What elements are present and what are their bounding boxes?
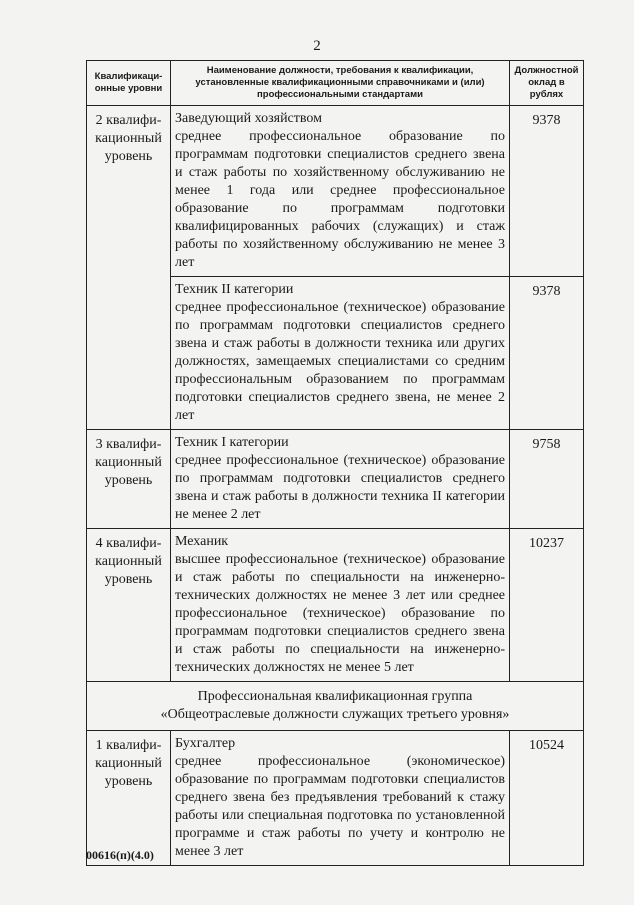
position-requirements: среднее профессиональное образование по программам подготовки специалистов среднего звена и стаж работы по хозяйственному обслуживанию не менее 1 года или среднее профессиональное образование по программам подготовки квалифицированных рабочих (служащих) и стаж работы по хозяйственному обслуживанию не менее 3 лет xyxy=(175,129,505,270)
salary-value: 10524 xyxy=(510,731,584,866)
position-cell xyxy=(171,106,510,277)
position-title: Техник I категории xyxy=(175,435,289,450)
salary-value: 9758 xyxy=(510,430,584,529)
position-requirements: среднее профессиональное (техническое) образование по программам подготовки специалистов среднего звена и стаж работы в должности техника или других должностях, замещаемых специалистами со средним профессиональным образованием по программам подготовки специалистов среднего звена, не менее 2 лет xyxy=(175,300,505,423)
position-cell xyxy=(171,430,510,529)
qualification-level: 4 квалифи-кационный уровень xyxy=(87,529,171,682)
salary-table xyxy=(86,60,584,866)
group-header-row xyxy=(87,682,584,731)
position-cell xyxy=(171,529,510,682)
position-requirements: среднее профессиональное (экономическое) образование по программам подготовки специалистов среднего звена без предъявления требований к стажу работы или специальная подготовка по установленной программе и стаж работы по учету и контролю не менее 3 лет xyxy=(175,754,505,859)
table-header-row xyxy=(87,61,584,106)
table-row xyxy=(87,731,584,866)
group-title-line2: «Общеотраслевые должности служащих третьего уровня» xyxy=(160,707,510,722)
qualification-level: 1 квалифи-кационный уровень xyxy=(87,731,171,866)
position-cell xyxy=(171,277,510,430)
position-requirements: среднее профессиональное (техническое) образование по программам подготовки специалистов среднего звена и стаж работы в должности техника II категории не менее 2 лет xyxy=(175,453,505,522)
document-code: 00616(п)(4.0) xyxy=(86,848,154,862)
position-title: Техник II категории xyxy=(175,282,294,297)
header-salary: Должностной оклад в рублях xyxy=(510,61,584,106)
position-cell xyxy=(171,731,510,866)
table-row xyxy=(87,430,584,529)
qualification-level: 2 квалифи-кационный уровень xyxy=(87,106,171,430)
table-row xyxy=(87,529,584,682)
table-row xyxy=(87,106,584,277)
position-title: Заведующий хозяйством xyxy=(175,111,322,126)
header-levels: Квалификаци-онные уровни xyxy=(87,61,171,106)
position-requirements: высшее профессиональное (техническое) образование и стаж работы по специальности на инженерно-технических должностях не менее 3 лет или среднее профессиональное (техническое) образование по программам подготовки специалистов среднего звена и стаж работы по специальности на инженерно-технических должностях не менее 5 лет xyxy=(175,552,505,675)
salary-value: 9378 xyxy=(510,106,584,277)
salary-value: 9378 xyxy=(510,277,584,430)
header-position: Наименование должности, требования к квалификации, установленные квалификационными справочниками и (или) профессиональными стандартами xyxy=(171,61,510,106)
position-title: Бухгалтер xyxy=(175,736,236,751)
page-number: 2 xyxy=(313,38,321,54)
qualification-level: 3 квалифи-кационный уровень xyxy=(87,430,171,529)
position-title: Механик xyxy=(175,534,229,549)
group-title-line1: Профессиональная квалификационная группа xyxy=(197,689,473,704)
qualification-group-title xyxy=(87,682,584,731)
salary-value: 10237 xyxy=(510,529,584,682)
